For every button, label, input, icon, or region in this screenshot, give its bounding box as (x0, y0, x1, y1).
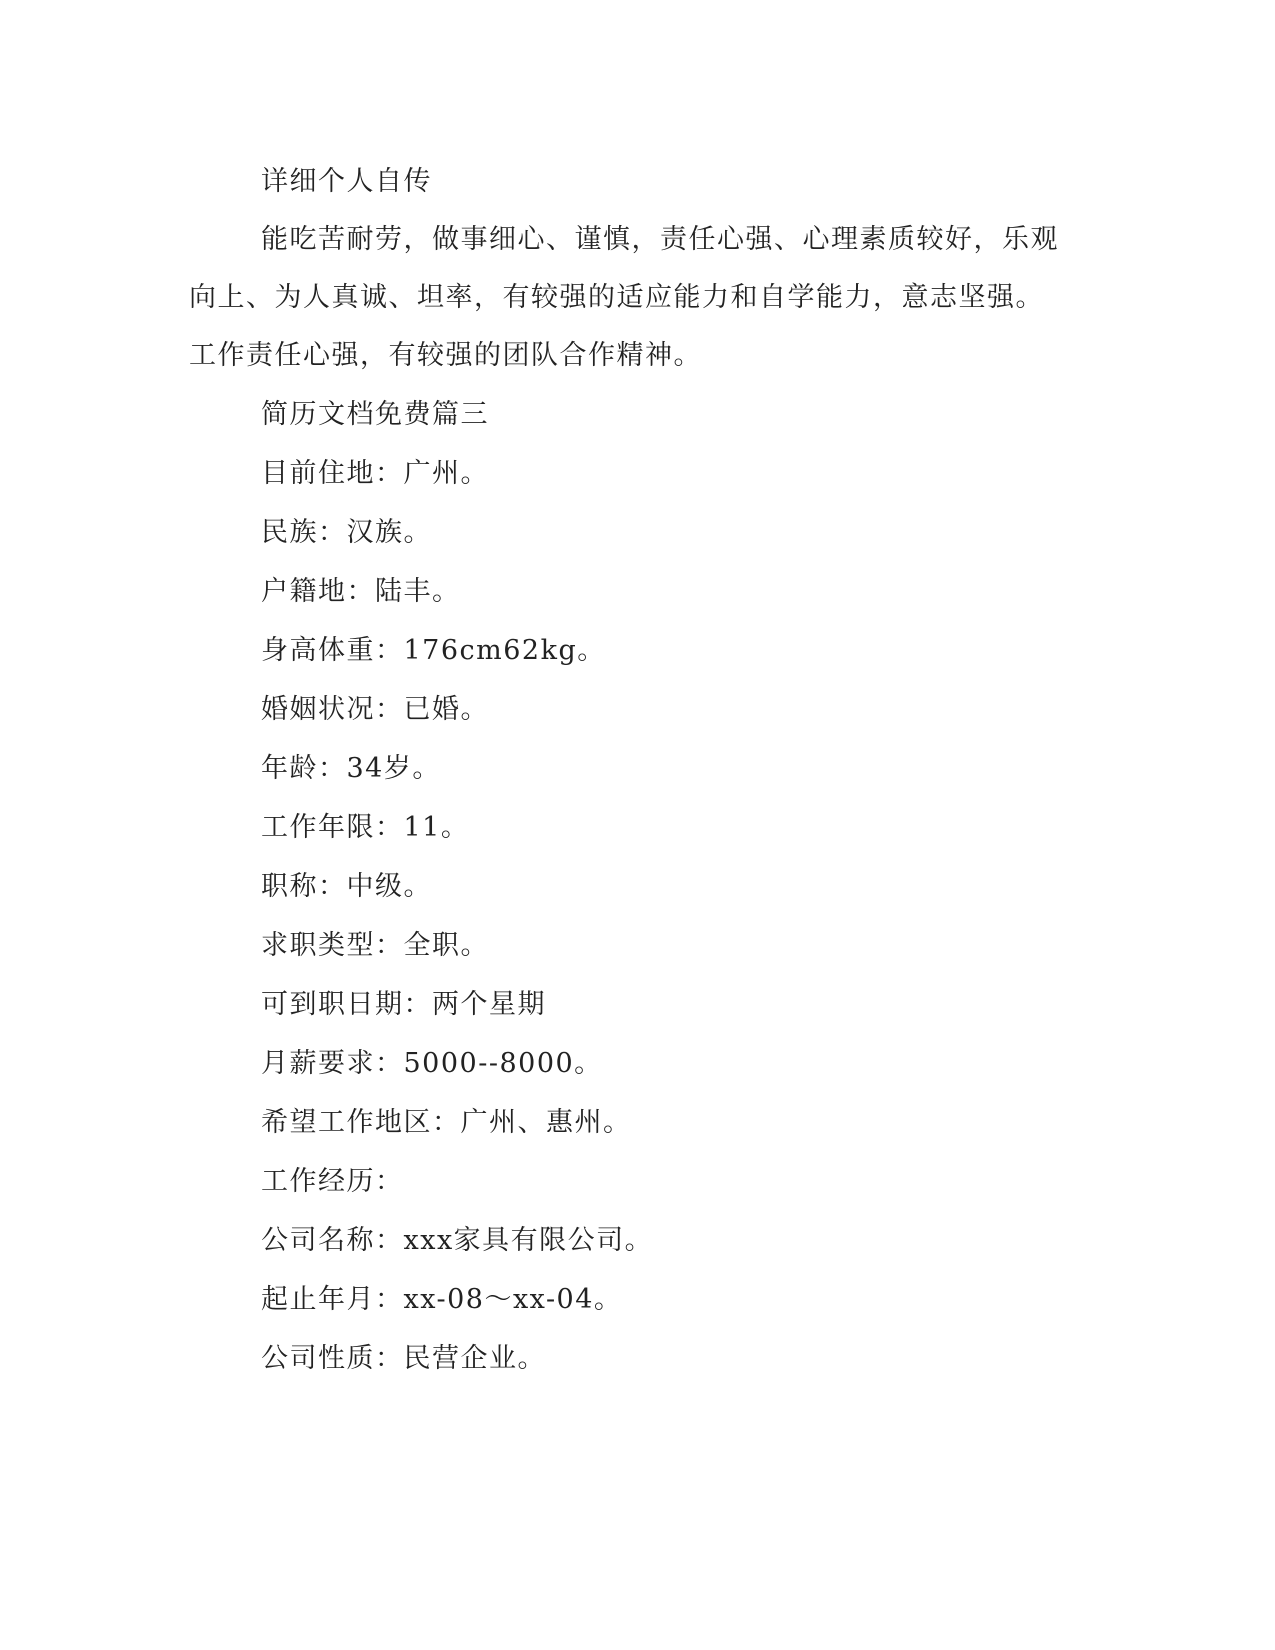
field-height-weight: 身高体重：176cm62kg。 (261, 635, 606, 666)
field-available-date: 可到职日期：两个星期 (261, 989, 546, 1020)
field-preferred-location: 希望工作地区：广州、惠州。 (261, 1107, 632, 1138)
field-title: 职称：中级。 (261, 871, 432, 902)
field-company-name: 公司名称：xxx家具有限公司。 (261, 1225, 654, 1256)
paragraph-line-3: 工作责任心强，有较强的团队合作精神。 (189, 340, 702, 371)
field-current-residence: 目前住地：广州。 (261, 458, 489, 489)
field-salary-requirement: 月薪要求：5000--8000。 (261, 1048, 603, 1079)
field-company-type: 公司性质：民营企业。 (261, 1343, 546, 1374)
field-marital-status: 婚姻状况：已婚。 (261, 694, 489, 725)
field-work-experience-heading: 工作经历： (261, 1166, 404, 1197)
field-job-type: 求职类型：全职。 (261, 930, 489, 961)
field-employment-period: 起止年月：xx-08～xx-04。 (261, 1284, 623, 1315)
field-ethnicity: 民族：汉族。 (261, 517, 432, 548)
field-household-registration: 户籍地：陆丰。 (261, 576, 461, 607)
field-age: 年龄：34岁。 (261, 753, 441, 784)
paragraph-line-2: 向上、为人真诚、坦率，有较强的适应能力和自学能力，意志坚强。 (189, 282, 1044, 313)
section-heading-resume: 简历文档免费篇三 (261, 399, 489, 430)
paragraph-line-1: 能吃苦耐劳，做事细心、谨慎，责任心强、心理素质较好，乐观 (261, 224, 1059, 255)
section-heading-autobiography: 详细个人自传 (261, 166, 432, 197)
field-work-years: 工作年限：11。 (261, 812, 470, 843)
